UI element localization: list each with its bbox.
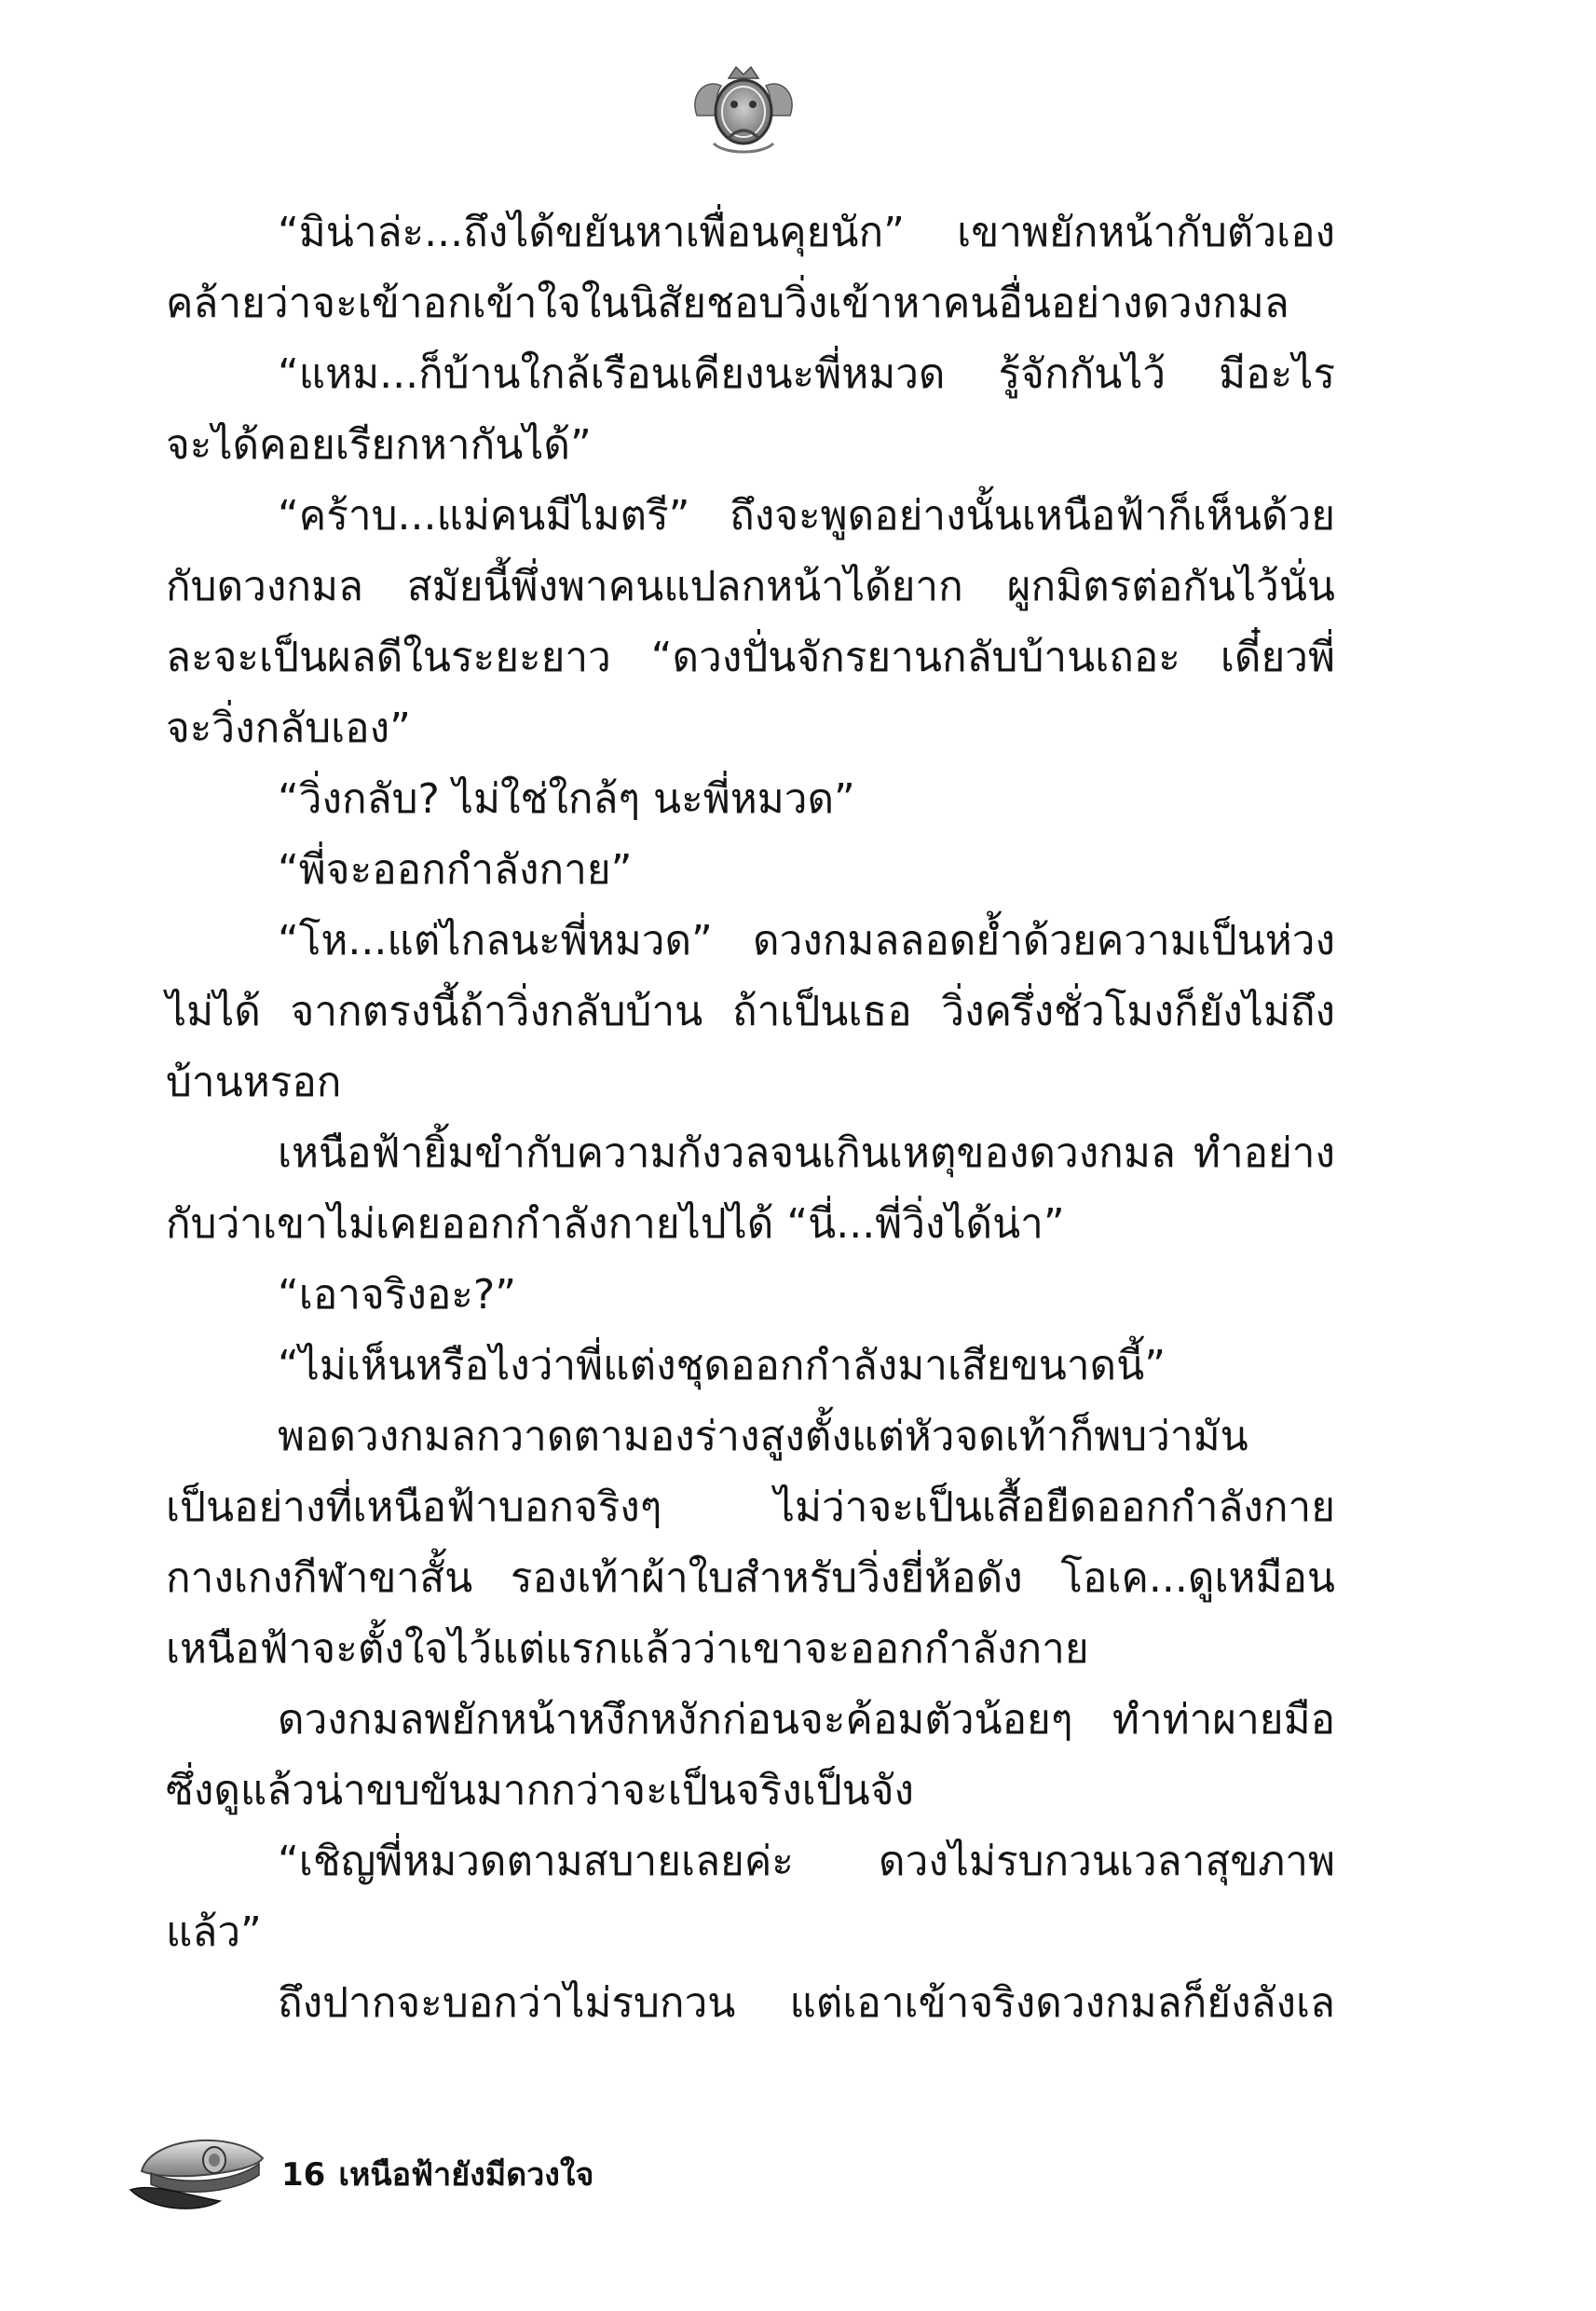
- text-line: กางเกงกีฬาขาสั้น รองเท้าผ้าใบสำหรับวิ่งยี่ห้อดัง โอเค...ดูเหมือน: [166, 1554, 1335, 1602]
- text-line: จะวิ่งกลับเอง”: [166, 704, 411, 752]
- page-number: 16: [281, 2156, 326, 2194]
- text-line: กับว่าเขาไม่เคยออกกำลังกายไปได้ “นี่...พี่วิ่งได้น่า”: [166, 1200, 1065, 1248]
- text-line: ถึงปากจะบอกว่าไม่รบกวน แต่เอาเข้าจริงดวงกมลก็ยังลังเล: [278, 1979, 1335, 2027]
- text-line: แล้ว”: [166, 1908, 262, 1956]
- paragraph: [166, 1118, 1335, 1260]
- text-line: เป็นอย่างที่เหนือฟ้าบอกจริงๆ ไม่ว่าจะเป็นเสื้อยืดออกกำลังกาย: [166, 1484, 1335, 1531]
- text-line: “มิน่าล่ะ...ถึงได้ขยันหาเพื่อนคุยนัก” เขาพยักหน้ากับตัวเอง: [278, 209, 1335, 256]
- text-line: “เอาจริงอะ?”: [278, 1271, 517, 1319]
- text-line: ละจะเป็นผลดีในระยะยาว “ดวงปั่นจักรยานกลับบ้านเถอะ เดี๋ยวพี่: [166, 634, 1335, 681]
- text-line: จะได้คอยเรียกหากันได้”: [166, 421, 592, 469]
- text-line: “โห...แต่ไกลนะพี่หมวด” ดวงกมลลอดย้ำด้วยความเป็นห่วง: [278, 917, 1335, 964]
- text-line: “เชิญพี่หมวดตามสบายเลยค่ะ ดวงไม่รบกวนเวลาสุขภาพ: [278, 1838, 1335, 1885]
- police-cap-icon: [123, 2117, 272, 2220]
- paragraph: [166, 1968, 1335, 2039]
- paragraph: [166, 1260, 1335, 1331]
- text-line: “คร้าบ...แม่คนมีไมตรี” ถึงจะพูดอย่างนั้นเหนือฟ้าก็เห็นด้วย: [278, 492, 1335, 540]
- paragraph: [166, 1331, 1335, 1402]
- text-line: ดวงกมลพยักหน้าหงึกหงักก่อนจะค้อมตัวน้อยๆ ทำท่าผายมือ: [278, 1696, 1335, 1744]
- paragraph: [166, 1685, 1335, 1826]
- text-line: “พี่จะออกกำลังกาย”: [278, 846, 633, 894]
- text-line: ไม่ได้ จากตรงนี้ถ้าวิ่งกลับบ้าน ถ้าเป็นเธอ วิ่งครึ่งชั่วโมงก็ยังไม่ถึง: [166, 988, 1335, 1035]
- book-title: เหนือฟ้ายังมีดวงใจ: [338, 2156, 594, 2194]
- text-line: “วิ่งกลับ? ไม่ใช่ใกล้ๆ นะพี่หมวด”: [278, 775, 855, 823]
- text-line: เหนือฟ้าจะตั้งใจไว้แต่แรกแล้วว่าเขาจะออกกำลังกาย: [166, 1625, 1089, 1673]
- text-line: ซึ่งดูแล้วน่าขบขันมากกว่าจะเป็นจริงเป็นจัง: [166, 1767, 914, 1814]
- footer-text: [281, 2149, 607, 2199]
- paragraph: [166, 906, 1335, 1118]
- paragraph: [166, 1826, 1335, 1968]
- text-line: กับดวงกมล สมัยนี้พึ่งพาคนแปลกหน้าได้ยาก ผูกมิตรต่อกันไว้นั่น: [166, 563, 1335, 610]
- text-line: บ้านหรอก: [166, 1059, 342, 1106]
- paragraph: [166, 835, 1335, 906]
- winged-emblem-icon: [688, 58, 799, 162]
- body-text: [166, 198, 1335, 2039]
- page-footer: [123, 2117, 775, 2220]
- paragraph: [166, 1402, 1335, 1685]
- paragraph: [166, 198, 1335, 339]
- paragraph: [166, 339, 1335, 481]
- text-line: “แหม...ก็บ้านใกล้เรือนเคียงนะพี่หมวด รู้จักกันไว้ มีอะไร: [278, 350, 1335, 398]
- text-line: คล้ายว่าจะเข้าอกเข้าใจในนิสัยชอบวิ่งเข้าหาคนอื่นอย่างดวงกมล: [166, 280, 1289, 327]
- paragraph: [166, 481, 1335, 764]
- text-line: “ไม่เห็นหรือไงว่าพี่แต่งชุดออกกำลังมาเสียขนาดนี้”: [278, 1342, 1166, 1389]
- paragraph: [166, 764, 1335, 835]
- text-line: เหนือฟ้ายิ้มขำกับความกังวลจนเกินเหตุของดวงกมล ทำอย่าง: [278, 1129, 1335, 1177]
- text-line: พอดวงกมลกวาดตามองร่างสูงตั้งแต่หัวจดเท้าก็พบว่ามัน: [278, 1413, 1248, 1460]
